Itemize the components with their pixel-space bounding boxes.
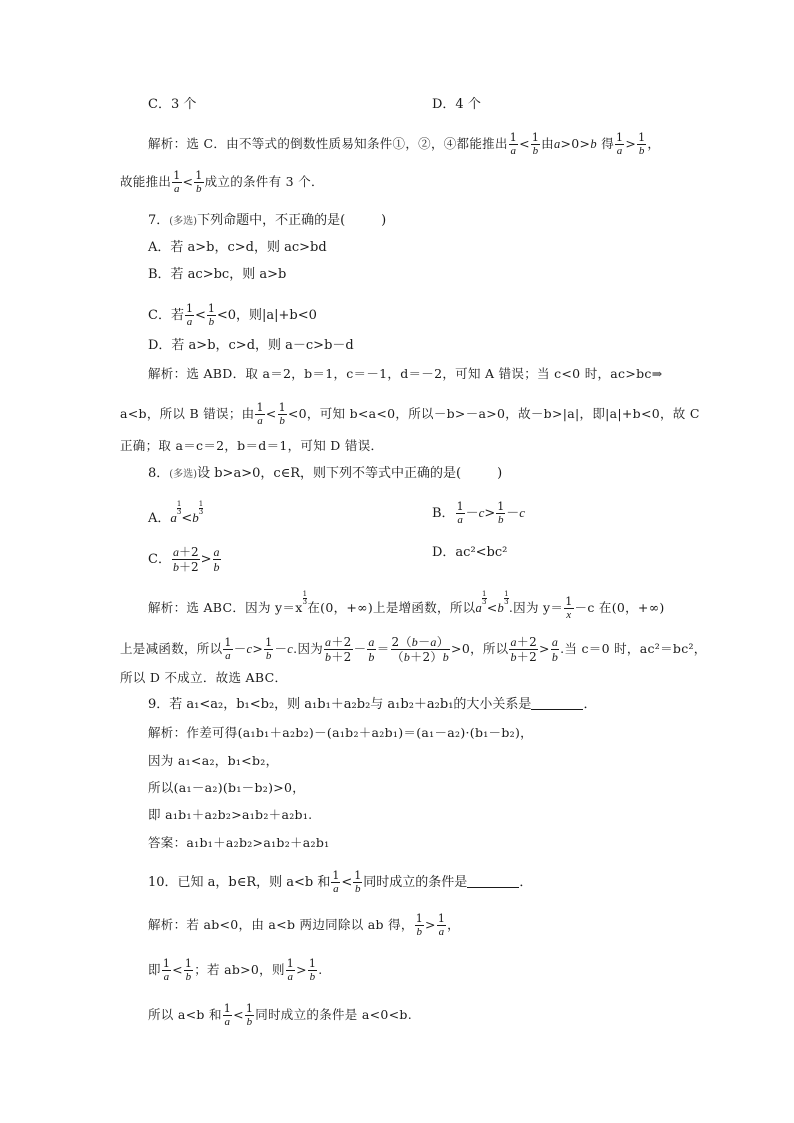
q10-solution-text-1a: 解析：若 ab<0，由 a<b 两边同除以 ab 得， (148, 917, 414, 932)
q8-solution-text-1d: －c 在(0，+∞) (574, 600, 665, 615)
q10-solution-text-2a: 即 (148, 962, 161, 977)
q7-option-b: B．若 ac>bc，则 a>b (148, 267, 287, 282)
q6-option-d: D．4 个 (432, 97, 481, 112)
q9-stem-end: ． (583, 697, 597, 712)
q8-solution-text-1b: 在(0，+∞)上是增函数，所以 (307, 600, 476, 615)
q8-solution-text-2d: 当 c＝0 时，ac²＝bc²， (564, 641, 707, 656)
q10-solution-line-1: 解析：若 ab<0，由 a<b 两边同除以 ab 得， $\frac{1}{b}$ > $\frac{1}{a}$ ， (148, 912, 460, 938)
q9-stem (148, 697, 596, 713)
q10-answer-blank[interactable] (467, 875, 519, 888)
q6-solution-text-5: 成立的条件有 3 个． (204, 174, 324, 189)
q8-option-c: C． $\frac{a+2}{b+2}$ > $\frac{a}{b}$ (148, 545, 220, 574)
q7-solution-line-3: 正确；取 a＝c＝2，b＝d＝1，可知 D 错误． (120, 438, 384, 453)
q9-solution-line-4: 即 a₁b₁＋a₂b₂>a₁b₂＋a₂b₁. (148, 807, 313, 822)
q8-option-c-label: C． (148, 552, 171, 567)
q8-option-a-label: A． (148, 511, 171, 526)
q7-option-a: A．若 a>b，c>d，则 ac>bd (148, 240, 327, 255)
q7-solution-line-2: a<b，所以 B 错误；由 $\frac{1}{a}$ < $\frac{1}{b}$ <0，可知 b<a<0，所以－b>－a>0，故－b>|a|，即|a|+b<0，故 C (120, 401, 700, 427)
q9-solution-line-2: 因为 a₁<a₂，b₁<b₂， (148, 753, 279, 768)
q9-solution-line-3: 所以(a₁－a₂)(b₁－b₂)>0， (148, 780, 306, 795)
q7-solution-line-1: 解析：选 ABD．取 a＝2，b＝1，c＝－1，d＝－2，可知 A 错误；当 c<0 时，ac>bc⇒ (148, 366, 663, 381)
q6-solution-text-3: 得 (601, 136, 614, 151)
q6-solution-text-2: 由 (541, 136, 554, 151)
q6-solution-text: 解析：选 C．由不等式的倒数性质易知条件①，②，④都能推出 (148, 136, 508, 151)
q8-solution-text-2b: 因为 (297, 641, 324, 656)
q6-option-c: C．3 个 (148, 97, 197, 112)
q7-option-d: D．若 a>b，c>d，则 a－c>b－d (148, 338, 354, 353)
q8-option-a: A．a $\frac{1}{3}$ <b $\frac{1}{3}$ (148, 500, 204, 526)
q8-solution-line-3: 所以 D 不成立．故选 ABC． (120, 670, 288, 685)
q8-solution-text-1a: 解析：选 ABC．因为 y＝x (148, 600, 303, 615)
q7-option-c-pre: C．若 (148, 308, 184, 323)
q9-answer-blank[interactable] (531, 697, 583, 710)
q6-solution-line-2: 故能推出 $\frac{1}{a}$ < $\frac{1}{b}$ 成立的条件有 3 个． (120, 169, 324, 195)
q10-solution-text-3b: 同时成立的条件是 a<0<b. (255, 1007, 412, 1022)
q10-solution-text-3a: 所以 a<b 和 (148, 1007, 222, 1022)
q9-stem-text: 9．若 a₁<a₂，b₁<b₂，则 a₁b₁＋a₂b₂与 a₁b₂＋a₂b₁的大小关系是 (148, 697, 532, 712)
q6-solution-line-1: 解析：选 C．由不等式的倒数性质易知条件①，②，④都能推出 $\frac{1}{a}$ < $\frac{1}{b}$ 由a>0>b 得 $\frac{1}{a}$ > $\frac{1}{b}$ ， (148, 131, 661, 157)
q7-stem-text: 下列命题中，不正确的是( (197, 213, 346, 228)
q8-solution-line-1: 解析：选 ABC．因为 y＝x $\frac{1}{3}$ 在(0，+∞)上是增函数，所以a $\frac{1}{3}$ <b $\frac{1}{3}$ .因为 y＝ $\frac{1}{x}$ －c 在(0，+∞) (148, 590, 665, 621)
q8-option-d: D．ac²<bc² (432, 545, 508, 560)
q8-stem-text: 设 b>a>0，c∈R，则下列不等式中正确的是( (197, 466, 462, 481)
q10-solution-line-2: 即 $\frac{1}{a}$ < $\frac{1}{b}$ ；若 ab>0，则 $\frac{1}{a}$ > $\frac{1}{b}$ . (148, 957, 323, 983)
q9-answer: 答案：a₁b₁＋a₂b₂>a₁b₂＋a₂b₁ (148, 835, 330, 850)
q10-stem: 10．已知 a，b∈R，则 a<b 和 $\frac{1}{a}$ < $\frac{1}{b}$ 同时成立的条件是 ． (148, 869, 533, 895)
q8-tag: (多选) (169, 469, 198, 480)
q8-stem-end: ) (497, 466, 503, 481)
q10-solution-line-3: 所以 a<b 和 $\frac{1}{a}$ < $\frac{1}{b}$ 同时成立的条件是 a<0<b. (148, 1002, 412, 1028)
q7-stem-end: ) (381, 213, 387, 228)
q10-stem-end: ． (519, 875, 533, 890)
q8-solution-line-2: 上是减函数，所以 $\frac{1}{a}$ －c> $\frac{1}{b}$ －c.因为 $\frac{a+2}{b+2}$ － $\frac{a}{b}$ ＝ $\frac{2(b-a)}{(b+2)b}$ >0，所以 $\frac{a+2}{b+2}$ > $\frac{a}{b}$ .当 c＝0 时，ac²＝bc²， (120, 635, 707, 664)
q8-option-b: B． $\frac{1}{a}$ －c> $\frac{1}{b}$ －c (432, 500, 526, 526)
q9-solution-line-1: 解析：作差可得(a₁b₁＋a₂b₂)－(a₁b₂＋a₂b₁)＝(a₁－a₂)·(b₁－b₂)， (148, 725, 533, 740)
q7-option-c-post: <0，则|a|+b<0 (216, 308, 317, 323)
q8-option-b-label: B． (432, 506, 455, 521)
q6-solution-text-4: 故能推出 (120, 174, 172, 189)
q7-tag: (多选) (169, 216, 198, 227)
q7-solution-text-2a: a<b，所以 B 错误；由 (120, 406, 255, 421)
q8-number: 8． (148, 466, 170, 481)
q10-stem-text-b: 同时成立的条件是 (363, 875, 468, 890)
q8-stem (148, 466, 502, 483)
q8-solution-text-2c: >0，所以 (451, 641, 509, 656)
q8-solution-text-2a: 上是减函数，所以 (120, 641, 223, 656)
q10-solution-text-2b: ；若 ab>0，则 (194, 962, 285, 977)
q8-solution-text-1c: 因为 y＝ (513, 600, 564, 615)
q10-stem-text-a: 10．已知 a，b∈R，则 a<b 和 (148, 875, 331, 890)
q7-solution-text-2b: <0，可知 b<a<0，所以－b>－a>0，故－b>|a|，即|a|+b<0，故 C (287, 406, 700, 421)
q7-number: 7． (148, 213, 170, 228)
q7-option-c: C．若 $\frac{1}{a}$ < $\frac{1}{b}$ <0，则|a|+b<0 (148, 302, 317, 328)
q7-stem (148, 213, 386, 230)
